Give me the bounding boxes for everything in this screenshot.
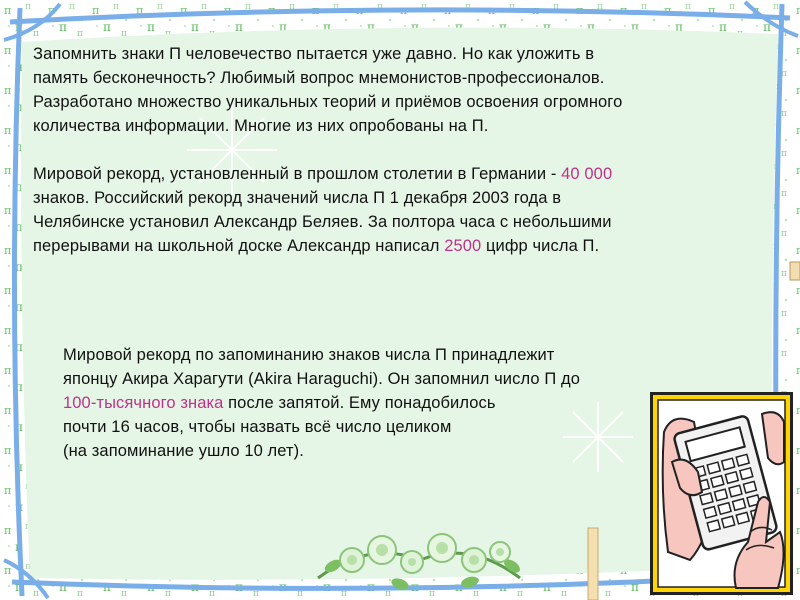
paragraph-haraguchi-record	[63, 343, 703, 463]
scroll-edge	[790, 262, 800, 280]
text-line: память бесконечность? Любимый вопрос мнемонистов-профессионалов.	[33, 69, 605, 87]
highlight-record-count: 40 000	[561, 165, 613, 183]
text-line: перерывами на школьной доске Александр написал	[33, 237, 445, 255]
text-line: количества информации. Многие из них опробованы на П.	[33, 117, 489, 135]
paragraph-world-record	[33, 162, 753, 258]
calculator-in-hands-icon	[650, 392, 793, 595]
text-line: почти 16 часов, чтобы назвать всё число целиком	[63, 418, 452, 436]
text-line: Мировой рекорд по запоминанию знаков числа П принадлежит	[63, 346, 555, 364]
text-line: знаков. Российский рекорд значений числа П 1 декабря 2003 года в	[33, 189, 562, 207]
wooden-stick	[588, 528, 598, 600]
text-line: японцу Акира Харагути (Akira Haraguchi). Он запомнил число П до	[63, 370, 580, 388]
paragraph-pi-memory-intro	[33, 42, 753, 138]
text-line: Мировой рекорд, установленный в прошлом столетии в Германии -	[33, 165, 562, 183]
text-line: (на запоминание ушло 10 лет).	[63, 442, 304, 460]
text-line: цифр числа П.	[481, 237, 600, 255]
text-line: Запомнить знаки П человечество пытается уже давно. Но как уложить в	[33, 45, 595, 63]
highlight-digit-count: 2500	[444, 237, 482, 255]
text-line: после запятой. Ему понадобилось	[223, 394, 496, 412]
text-line: Челябинске установил Александр Беляев. За полтора часа с небольшими	[33, 213, 612, 231]
text-line: Разработано множество уникальных теорий и приёмов освоения огромного	[33, 93, 623, 111]
highlight-digit-position: 100-тысячного знака	[63, 394, 224, 412]
